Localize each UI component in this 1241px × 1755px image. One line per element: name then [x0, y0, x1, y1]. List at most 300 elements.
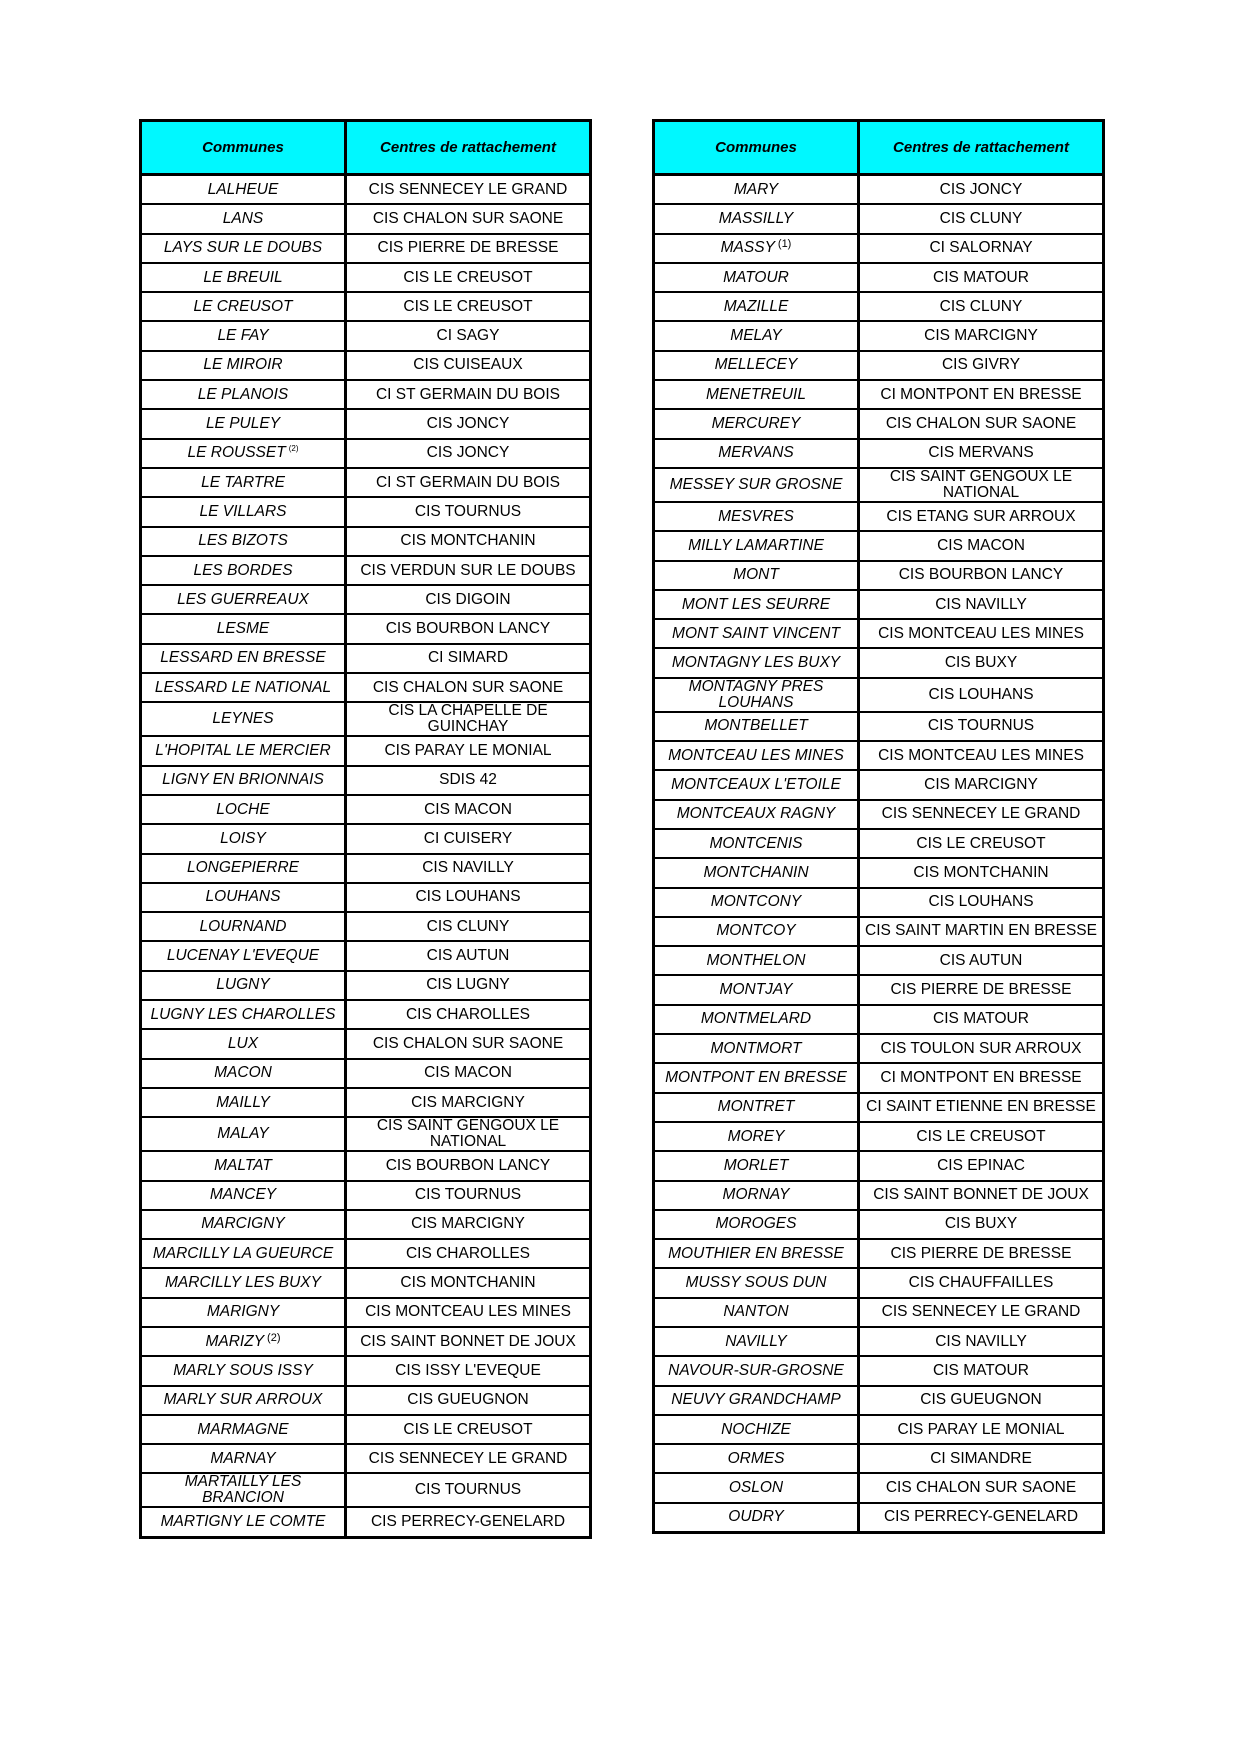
commune-cell — [141, 824, 346, 853]
commune-cell — [141, 292, 346, 321]
commune-cell — [141, 1473, 346, 1507]
table-row — [141, 1327, 591, 1356]
centre-cell: SDIS 42 — [346, 766, 591, 795]
commune-name: LUCENAY L'EVEQUE — [166, 947, 320, 965]
table-row — [141, 766, 591, 795]
commune-cell — [654, 1151, 859, 1180]
commune-cell — [141, 1151, 346, 1180]
centre-cell: CI CUISERY — [346, 824, 591, 853]
table-row — [141, 1210, 591, 1239]
centre-cell: CIS ETANG SUR ARROUX — [859, 502, 1104, 531]
table-row — [654, 204, 1104, 233]
table-row — [654, 678, 1104, 712]
centre-cell: CIS SENNECEY LE GRAND — [859, 800, 1104, 829]
table-row — [141, 736, 591, 765]
commune-name: MAILLY — [216, 1093, 270, 1111]
table-row — [141, 912, 591, 941]
table-row — [654, 1473, 1104, 1502]
table-row — [654, 351, 1104, 380]
table-row — [654, 858, 1104, 887]
commune-name: MONTAGNY LES BUXY — [671, 654, 841, 672]
centre-cell: CIS SENNECEY LE GRAND — [346, 175, 591, 205]
commune-name: MUSSY SOUS DUN — [685, 1274, 827, 1292]
table-row — [141, 1415, 591, 1444]
commune-cell — [141, 883, 346, 912]
commune-cell — [654, 1005, 859, 1034]
centre-cell: CIS CHAROLLES — [346, 1000, 591, 1029]
centre-cell: CIS MONTCHANIN — [346, 1268, 591, 1297]
commune-cell — [654, 829, 859, 858]
commune-name: MARCILLY LA GUEURCE — [152, 1244, 334, 1262]
centre-cell: CIS CHALON SUR SAONE — [859, 409, 1104, 438]
centre-cell: CIS JONCY — [346, 409, 591, 438]
table-row — [141, 263, 591, 292]
commune-cell — [141, 1268, 346, 1297]
commune-cell — [654, 561, 859, 590]
centre-cell: CIS MARCIGNY — [859, 770, 1104, 799]
table-row — [654, 770, 1104, 799]
commune-cell — [141, 1239, 346, 1268]
commune-cell — [141, 971, 346, 1000]
table-row — [141, 883, 591, 912]
commune-cell — [141, 1507, 346, 1537]
table-row — [141, 971, 591, 1000]
commune-name: MILLY LAMARTINE — [688, 536, 824, 554]
commune-cell — [654, 1356, 859, 1385]
footnote-marker: (2) — [267, 1331, 281, 1344]
table-row — [654, 1503, 1104, 1533]
table-row — [654, 531, 1104, 560]
commune-name: NAVOUR-SUR-GROSNE — [668, 1361, 844, 1379]
table-row — [654, 263, 1104, 292]
commune-cell — [654, 678, 859, 712]
commune-cell — [141, 1298, 346, 1327]
commune-cell — [141, 234, 346, 263]
commune-cell — [141, 527, 346, 556]
commune-cell — [141, 1029, 346, 1058]
table-row — [141, 351, 591, 380]
commune-cell — [141, 1117, 346, 1151]
commune-name: MORLET — [723, 1156, 789, 1174]
centre-cell: CIS MONTCHANIN — [859, 858, 1104, 887]
table-row — [141, 1181, 591, 1210]
commune-name: MARTAILLY LES BRANCION — [184, 1473, 302, 1507]
centre-cell: CIS SAINT BONNET DE JOUX — [346, 1327, 591, 1356]
centre-cell: CIS GUEUGNON — [346, 1386, 591, 1415]
commune-cell — [141, 1000, 346, 1029]
commune-name: LONGEPIERRE — [187, 859, 299, 877]
centre-cell: CIS MONTCEAU LES MINES — [859, 619, 1104, 648]
header-communes: Communes — [141, 121, 346, 175]
commune-cell — [654, 439, 859, 468]
commune-name: LE CREUSOT — [193, 297, 293, 315]
centre-cell: CIS BOURBON LANCY — [346, 1151, 591, 1180]
centre-cell: CIS TOURNUS — [859, 712, 1104, 741]
table-row — [654, 1005, 1104, 1034]
commune-name: LAYS SUR LE DOUBS — [163, 239, 323, 257]
commune-cell — [141, 175, 346, 205]
centre-cell: CIS LA CHAPELLE DE GUINCHAY — [346, 702, 591, 736]
commune-name: MONTHELON — [706, 951, 806, 969]
commune-name: MONTCHANIN — [703, 863, 809, 881]
commune-cell — [654, 468, 859, 502]
centre-cell: CIS MATOUR — [859, 263, 1104, 292]
header-centres: Centres de rattachement — [859, 121, 1104, 175]
table-row — [654, 234, 1104, 263]
table-row — [141, 468, 591, 497]
centre-cell: CI SIMANDRE — [859, 1444, 1104, 1473]
centre-cell: CIS PIERRE DE BRESSE — [859, 975, 1104, 1004]
commune-name: MONTBELLET — [704, 717, 808, 735]
centre-cell: CIS PERRECY-GENELARD — [859, 1503, 1104, 1533]
table-row — [654, 741, 1104, 770]
centre-cell: CIS GUEUGNON — [859, 1386, 1104, 1415]
table-row — [141, 585, 591, 614]
commune-name: MONTCOY — [716, 922, 796, 940]
commune-cell — [654, 648, 859, 677]
commune-cell — [141, 1059, 346, 1088]
commune-name: L'HOPITAL LE MERCIER — [155, 741, 331, 759]
commune-cell — [141, 736, 346, 765]
centre-cell: CIS CUISEAUX — [346, 351, 591, 380]
table-row — [141, 527, 591, 556]
table-row — [654, 439, 1104, 468]
centre-cell: CIS TOULON SUR ARROUX — [859, 1034, 1104, 1063]
commune-name: LEYNES — [212, 710, 274, 728]
commune-cell — [654, 1093, 859, 1122]
commune-name: MENETREUIL — [706, 385, 806, 403]
commune-cell — [654, 1210, 859, 1239]
centre-cell: CIS BUXY — [859, 1210, 1104, 1239]
centre-cell: CIS SENNECEY LE GRAND — [859, 1298, 1104, 1327]
commune-cell — [141, 1386, 346, 1415]
table-row — [654, 380, 1104, 409]
commune-cell — [141, 1356, 346, 1385]
commune-cell — [654, 1063, 859, 1092]
table-row — [654, 561, 1104, 590]
commune-name: MERVANS — [718, 444, 794, 462]
table-row — [141, 1507, 591, 1537]
table-row — [141, 1029, 591, 1058]
table-row — [654, 1093, 1104, 1122]
commune-name: MALTAT — [214, 1156, 272, 1174]
commune-name: MONT LES SEURRE — [681, 595, 831, 613]
centre-cell: CIS SAINT GENGOUX LE NATIONAL — [346, 1117, 591, 1151]
centre-cell: CIS JONCY — [859, 175, 1104, 205]
centre-cell: CIS CHALON SUR SAONE — [859, 1473, 1104, 1502]
centre-cell: CIS MACON — [859, 531, 1104, 560]
commune-cell — [141, 1327, 346, 1356]
commune-name: NOCHIZE — [721, 1420, 791, 1438]
commune-cell — [141, 795, 346, 824]
centre-cell: CIS MONTCEAU LES MINES — [859, 741, 1104, 770]
table-row — [141, 644, 591, 673]
centre-cell: CIS AUTUN — [859, 946, 1104, 975]
commune-cell — [654, 1239, 859, 1268]
table-row — [654, 502, 1104, 531]
centre-cell: CIS VERDUN SUR LE DOUBS — [346, 556, 591, 585]
centre-cell: CI SAGY — [346, 321, 591, 350]
left-table-body — [141, 175, 591, 1538]
commune-name: ORMES — [727, 1449, 785, 1467]
commune-cell — [654, 712, 859, 741]
table-row — [654, 321, 1104, 350]
commune-name: MARMAGNE — [197, 1420, 289, 1438]
table-row — [141, 673, 591, 702]
commune-name: MARIZY — [205, 1332, 265, 1350]
commune-cell — [141, 1181, 346, 1210]
commune-cell — [141, 468, 346, 497]
centre-cell: CIS LE CREUSOT — [859, 1122, 1104, 1151]
commune-name: LE BREUIL — [203, 268, 283, 286]
table-row — [654, 917, 1104, 946]
centre-cell: CIS SAINT BONNET DE JOUX — [859, 1181, 1104, 1210]
commune-cell — [654, 1444, 859, 1473]
table-row — [654, 1239, 1104, 1268]
table-row — [654, 590, 1104, 619]
centre-cell: CI ST GERMAIN DU BOIS — [346, 468, 591, 497]
table-row — [654, 888, 1104, 917]
centre-cell: CIS LUGNY — [346, 971, 591, 1000]
table-row — [141, 1151, 591, 1180]
commune-cell — [141, 941, 346, 970]
commune-name: LESSARD EN BRESSE — [160, 649, 326, 667]
centre-cell: CIS LOUHANS — [859, 888, 1104, 917]
commune-cell — [141, 854, 346, 883]
table-row — [654, 1298, 1104, 1327]
commune-cell — [654, 1473, 859, 1502]
commune-cell — [654, 321, 859, 350]
table-row — [141, 1268, 591, 1297]
commune-cell — [654, 1181, 859, 1210]
table-row — [141, 1356, 591, 1385]
commune-name: MASSY — [720, 239, 775, 257]
commune-name: LES BORDES — [193, 561, 293, 579]
table-row — [141, 439, 591, 468]
table-row — [141, 1298, 591, 1327]
commune-cell — [654, 351, 859, 380]
centre-cell: CIS MACON — [346, 1059, 591, 1088]
table-row — [141, 1239, 591, 1268]
commune-name: LOUHANS — [205, 888, 281, 906]
commune-cell — [141, 351, 346, 380]
commune-name: MONTCEAUX L'ETOILE — [671, 775, 841, 793]
commune-cell — [141, 1210, 346, 1239]
centre-cell: CIS TOURNUS — [346, 497, 591, 526]
table-row — [654, 468, 1104, 502]
centre-cell: CIS EPINAC — [859, 1151, 1104, 1180]
commune-name: MONT SAINT VINCENT — [672, 624, 840, 642]
commune-name: MONT — [733, 566, 779, 584]
commune-name: MOROGES — [715, 1215, 797, 1233]
centre-cell: CIS PIERRE DE BRESSE — [859, 1239, 1104, 1268]
table-row — [654, 1386, 1104, 1415]
right-table — [652, 119, 1105, 1534]
table-row — [654, 1210, 1104, 1239]
header-row — [654, 121, 1104, 175]
table-row — [654, 712, 1104, 741]
commune-cell — [654, 741, 859, 770]
centre-cell: CIS MONTCEAU LES MINES — [346, 1298, 591, 1327]
commune-cell — [654, 1298, 859, 1327]
commune-name: MELLECEY — [714, 356, 798, 374]
commune-cell — [141, 497, 346, 526]
commune-cell — [141, 380, 346, 409]
commune-name: MONTCONY — [710, 893, 802, 911]
centre-cell: CIS MONTCHANIN — [346, 527, 591, 556]
commune-name: MONTPONT EN BRESSE — [665, 1068, 847, 1086]
commune-name: LALHEUE — [207, 180, 279, 198]
commune-name: MARTIGNY LE COMTE — [160, 1513, 326, 1531]
commune-name: NAVILLY — [725, 1332, 787, 1350]
commune-name: MONTCEAUX RAGNY — [676, 805, 836, 823]
commune-name: MERCUREY — [711, 415, 801, 433]
centre-cell: CIS PARAY LE MONIAL — [859, 1415, 1104, 1444]
centre-cell: CIS PERRECY-GENELARD — [346, 1507, 591, 1537]
centre-cell: CIS MARCIGNY — [346, 1210, 591, 1239]
commune-name: MESVRES — [718, 507, 794, 525]
commune-cell — [141, 1088, 346, 1117]
commune-name: MESSEY SUR GROSNE — [669, 475, 843, 493]
commune-name: LE PLANOIS — [197, 385, 289, 403]
centre-cell: CIS JONCY — [346, 439, 591, 468]
commune-cell — [654, 1034, 859, 1063]
commune-name: LE PULEY — [205, 415, 281, 433]
commune-cell — [654, 1503, 859, 1533]
centre-cell: CIS CLUNY — [859, 292, 1104, 321]
commune-name: OSLON — [728, 1479, 784, 1497]
table-row — [654, 292, 1104, 321]
centre-cell: CIS LE CREUSOT — [859, 829, 1104, 858]
table-row — [654, 1034, 1104, 1063]
commune-cell — [654, 531, 859, 560]
centre-cell: CIS CHAROLLES — [346, 1239, 591, 1268]
commune-cell — [654, 800, 859, 829]
commune-name: OUDRY — [728, 1508, 784, 1526]
commune-name: LE ROUSSET — [187, 444, 286, 462]
commune-cell — [654, 292, 859, 321]
table-row — [141, 795, 591, 824]
table-row — [141, 1444, 591, 1473]
commune-cell — [654, 590, 859, 619]
table-row — [141, 409, 591, 438]
header-row — [141, 121, 591, 175]
table-row — [141, 824, 591, 853]
table-row — [141, 1000, 591, 1029]
commune-name: MONTMELARD — [700, 1010, 812, 1028]
centre-cell: CIS BUXY — [859, 648, 1104, 677]
commune-name: LOISY — [220, 829, 266, 847]
table-row — [141, 175, 591, 205]
commune-name: LOCHE — [216, 800, 270, 818]
table-row — [654, 648, 1104, 677]
centre-cell: CIS NAVILLY — [859, 1327, 1104, 1356]
table-row — [141, 204, 591, 233]
header-centres: Centres de rattachement — [346, 121, 591, 175]
centre-cell: CIS MERVANS — [859, 439, 1104, 468]
commune-name: MARY — [733, 180, 779, 198]
commune-name: MANCEY — [209, 1186, 277, 1204]
centre-cell: CIS MARCIGNY — [346, 1088, 591, 1117]
commune-cell — [654, 502, 859, 531]
commune-cell — [654, 1122, 859, 1151]
table-row — [141, 380, 591, 409]
commune-name: NANTON — [723, 1303, 789, 1321]
table-row — [654, 946, 1104, 975]
commune-name: MOREY — [727, 1127, 785, 1145]
centre-cell: CIS MATOUR — [859, 1356, 1104, 1385]
centre-cell: CIS MARCIGNY — [859, 321, 1104, 350]
table-row — [654, 1122, 1104, 1151]
commune-cell — [141, 912, 346, 941]
commune-cell — [654, 1386, 859, 1415]
table-row — [654, 175, 1104, 205]
header-communes: Communes — [654, 121, 859, 175]
table-row — [654, 1415, 1104, 1444]
table-row — [141, 1473, 591, 1507]
commune-name: MACON — [214, 1064, 272, 1082]
centre-cell: CI ST GERMAIN DU BOIS — [346, 380, 591, 409]
commune-cell — [141, 766, 346, 795]
commune-name: MONTCENIS — [709, 834, 803, 852]
commune-name: MONTMORT — [710, 1039, 802, 1057]
commune-cell — [654, 1415, 859, 1444]
commune-cell — [654, 204, 859, 233]
commune-cell — [654, 234, 859, 263]
commune-name: LE VILLARS — [199, 502, 287, 520]
commune-name: MARLY SOUS ISSY — [173, 1361, 313, 1379]
right-table-body — [654, 175, 1104, 1533]
commune-cell — [141, 263, 346, 292]
commune-name: LESSARD LE NATIONAL — [154, 678, 332, 696]
commune-name: LUGNY LES CHAROLLES — [150, 1005, 336, 1023]
centre-cell: CIS LOUHANS — [859, 678, 1104, 712]
commune-name: MOUTHIER EN BRESSE — [668, 1244, 844, 1262]
centre-cell: CI SIMARD — [346, 644, 591, 673]
commune-cell — [654, 619, 859, 648]
commune-name: LUGNY — [216, 976, 270, 994]
table-row — [141, 321, 591, 350]
table-row — [141, 941, 591, 970]
commune-cell — [141, 409, 346, 438]
commune-name: MONTRET — [717, 1098, 795, 1116]
table-row — [654, 800, 1104, 829]
commune-cell — [141, 673, 346, 702]
table-row — [141, 1088, 591, 1117]
commune-name: MARIGNY — [206, 1303, 280, 1321]
commune-name: MATOUR — [723, 268, 789, 286]
commune-name: MELAY — [730, 327, 782, 345]
commune-name: NEUVY GRANDCHAMP — [671, 1391, 841, 1409]
table-row — [141, 1059, 591, 1088]
centre-cell: CIS CHALON SUR SAONE — [346, 673, 591, 702]
commune-cell — [654, 770, 859, 799]
table-row — [141, 1117, 591, 1151]
commune-cell — [654, 917, 859, 946]
centre-cell: CIS LE CREUSOT — [346, 292, 591, 321]
commune-cell — [141, 321, 346, 350]
commune-cell — [141, 585, 346, 614]
table-row — [654, 1063, 1104, 1092]
commune-name: LANS — [222, 209, 264, 227]
commune-name: MALAY — [217, 1125, 269, 1143]
commune-name: LOURNAND — [199, 917, 287, 935]
commune-cell — [141, 644, 346, 673]
table-row — [654, 1356, 1104, 1385]
commune-cell — [654, 975, 859, 1004]
commune-name: MARLY SUR ARROUX — [163, 1391, 323, 1409]
commune-cell — [654, 1268, 859, 1297]
